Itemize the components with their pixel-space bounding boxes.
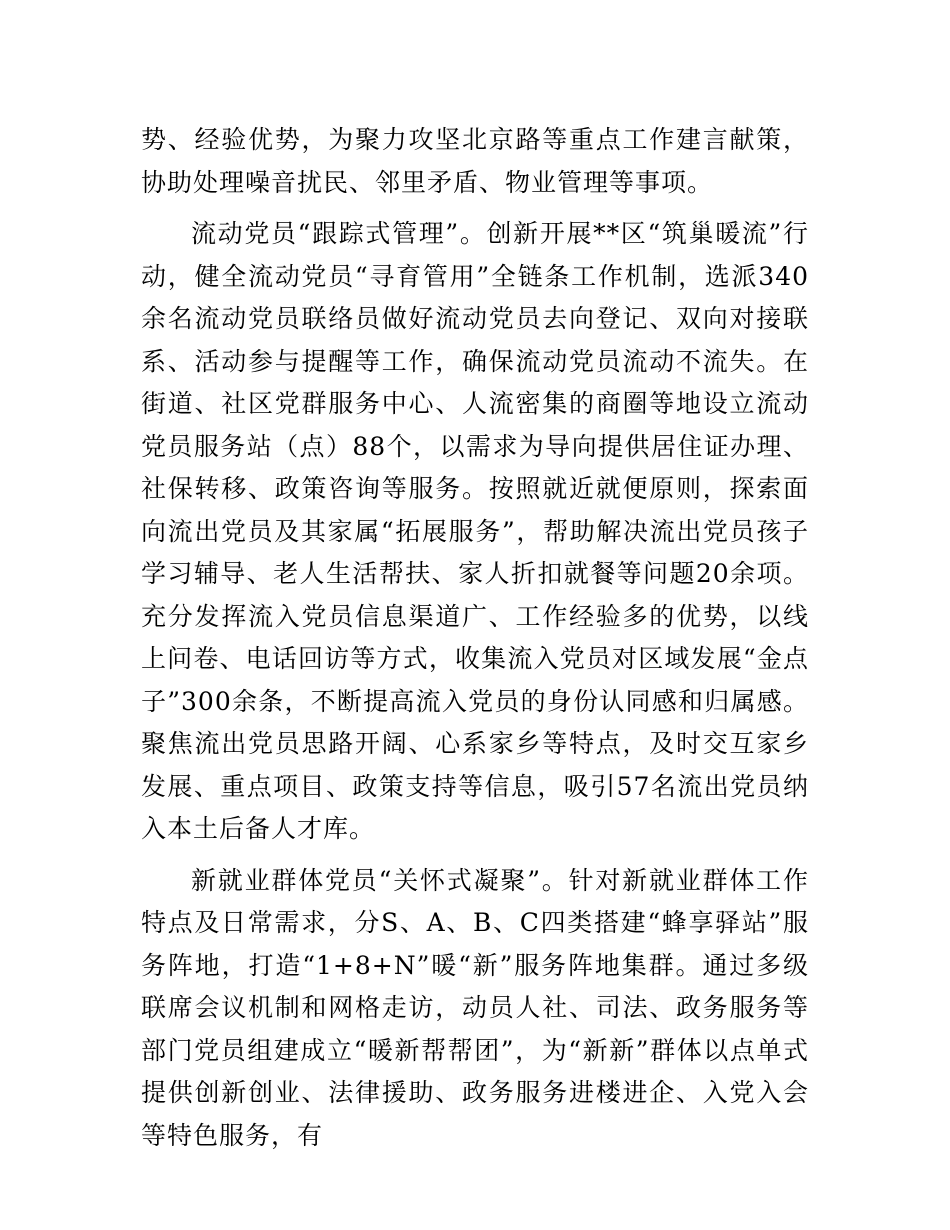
paragraph-continuation: 势、经验优势，为聚力攻坚北京路等重点工作建言献策，协助处理噪音扰民、邻里矛盾、物业管理等事项。 [141, 125, 809, 197]
paragraph-new-employment-party-members: 新就业群体党员“关怀式凝聚”。针对新就业群体工作特点及日常需求，分S、A、B、C四类搭建“蜂享驿站”服务阵地，打造“1+8+N”暖“新”服务阵地集群。通过多级联席会议机制和网格走访，动员人社、司法、政务服务等部门党员组建成立“暖新帮帮团”，为“新新”群体以点单式提供创新创业、法律援助、政务服务进楼进企、入党入会等特色服务，有 [141, 865, 809, 1150]
document-body [141, 119, 809, 1166]
paragraph-floating-party-members: 流动党员“跟踪式管理”。创新开展**区“筑巢暖流”行动，健全流动党员“寻育管用”全链条工作机制，选派340余名流动党员联络员做好流动党员去向登记、双向对接联系、活动参与提醒等工作，确保流动党员流动不流失。在街道、社区党群服务中心、人流密集的商圈等地设立流动党员服务站（点）88个，以需求为导向提供居住证办理、社保转移、政策咨询等服务。按照就近就便原则，探索面向流出党员及其家属“拓展服务”，帮助解决流出党员孩子学习辅导、老人生活帮扶、家人折扣就餐等问题20余项。充分发挥流入党员信息渠道广、工作经验多的优势，以线上问卷、电话回访等方式，收集流入党员对区域发展“金点子”300余条，不断提高流入党员的身份认同感和归属感。聚焦流出党员思路开阔、心系家乡等特点，及时交互家乡发展、重点项目、政策支持等信息，吸引57名流出党员纳入本土后备人才库。 [141, 219, 809, 843]
